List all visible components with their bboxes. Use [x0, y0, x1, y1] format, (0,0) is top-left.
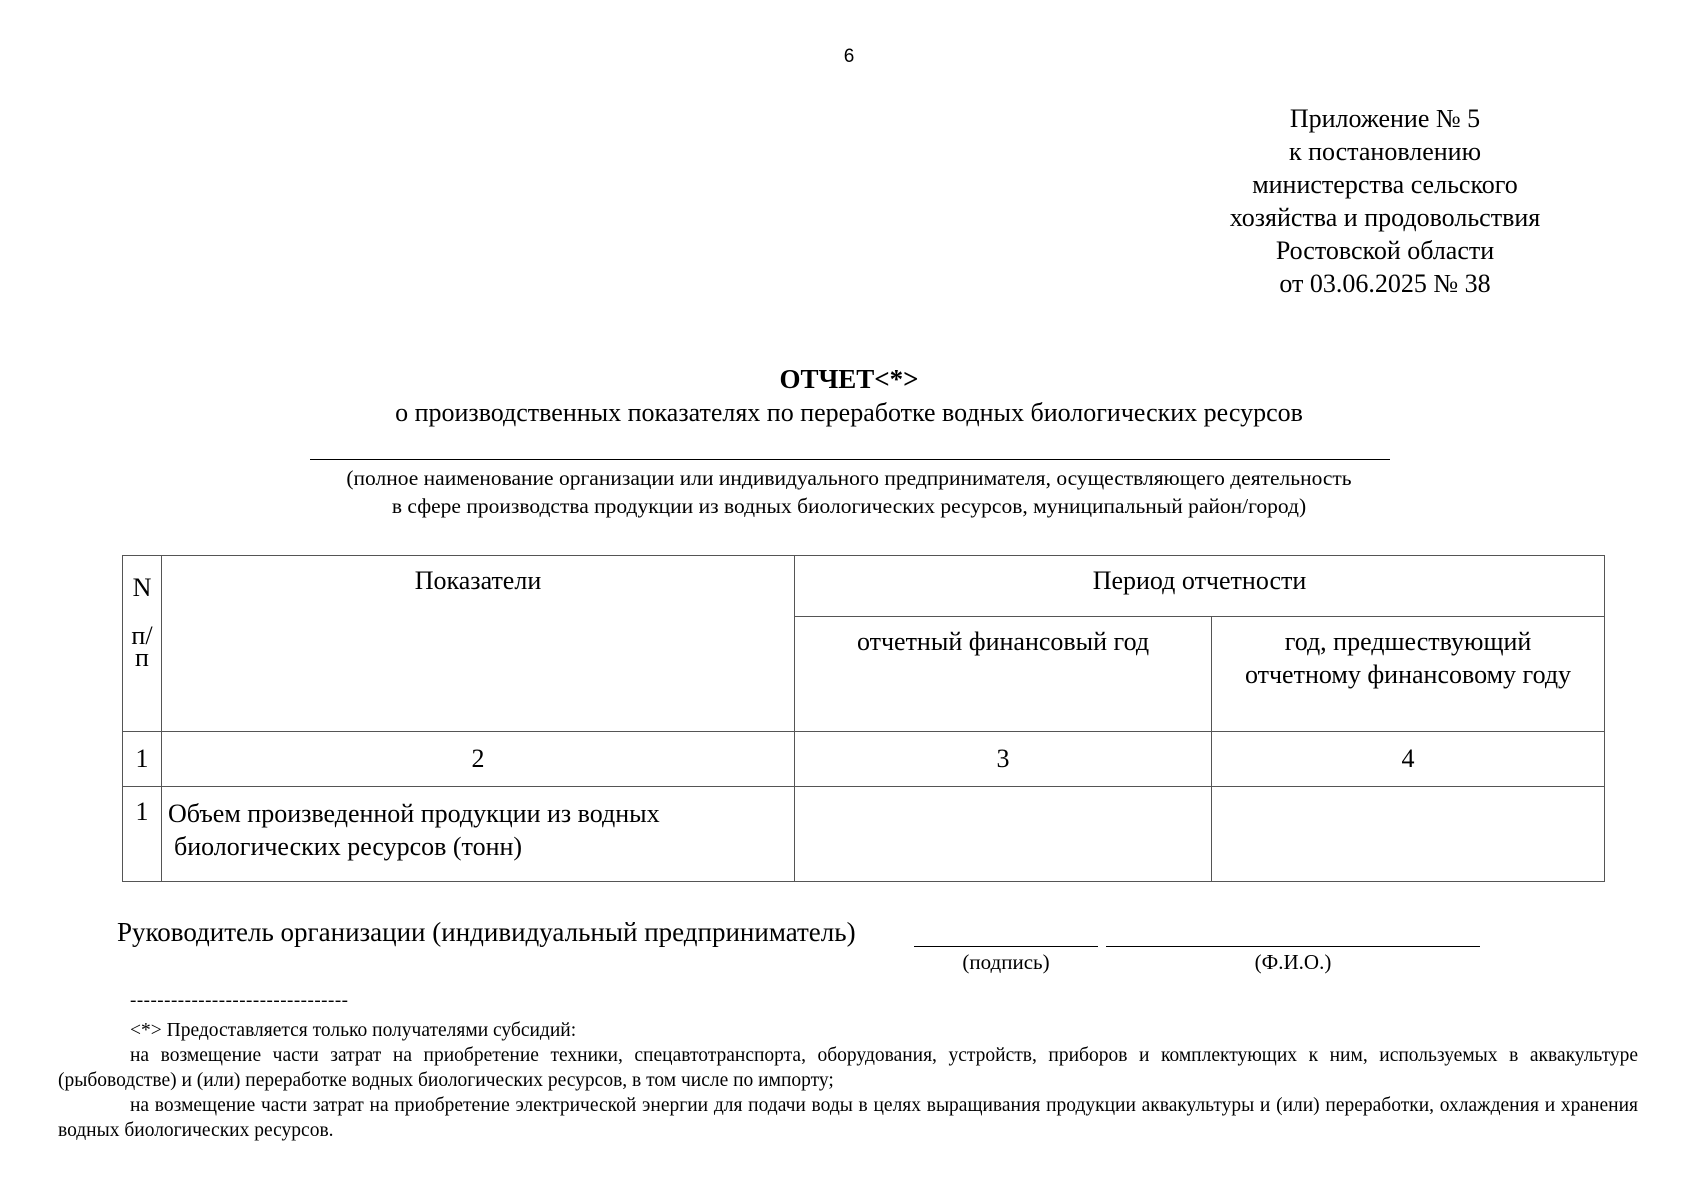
header-period: Период отчетности [795, 556, 1605, 617]
signature-label: Руководитель организации (индивидуальный предприниматель) [117, 917, 856, 947]
row-number: 1 [123, 787, 162, 882]
appendix-line: к постановлению [1288, 137, 1482, 166]
table-row [123, 787, 1605, 882]
appendix-line: министерства сельского [1252, 170, 1518, 199]
header-number-text: п [135, 643, 149, 672]
row-indicator-line: Объем произведенной продукции из водных [168, 799, 660, 828]
header-number-text: N [132, 573, 152, 602]
footnote-intro: <*> Предоставляется только получателями субсидий: [130, 1020, 577, 1041]
signature-line[interactable] [914, 946, 1098, 947]
header-number-text: п/ [131, 621, 153, 650]
header-number-cell [123, 556, 162, 732]
appendix-line: Приложение № 5 [1289, 104, 1481, 133]
report-title: ОТЧЕТ<*> [779, 364, 919, 394]
column-number: 4 [1212, 732, 1605, 787]
organization-caption-line: (полное наименование организации или индивидуального предпринимателя, осуществляющего деятельность [346, 466, 1352, 490]
appendix-line: от 03.06.2025 № 38 [1279, 269, 1491, 298]
appendix-block [1170, 102, 1600, 300]
full-name-line[interactable] [1106, 946, 1480, 947]
organization-name-line [310, 459, 1390, 460]
organization-caption-line: в сфере производства продукции из водных биологических ресурсов, муниципальный район/город) [391, 494, 1307, 518]
organization-caption [0, 464, 1698, 520]
row-indicator [162, 787, 795, 882]
header-indicators: Показатели [162, 556, 795, 732]
row-previous-year-value[interactable] [1212, 787, 1605, 882]
footnote-separator: -------------------------------- [130, 990, 349, 1011]
column-number: 2 [162, 732, 795, 787]
appendix-line: Ростовской области [1275, 236, 1495, 265]
header-previous-year-line: отчетному финансовому году [1244, 660, 1572, 689]
footnote [58, 1018, 1638, 1143]
footnote-item: на возмещение части затрат на приобретение техники, спецавтотранспорта, оборудования, устройств, приборов и комплектующих к ним, используемых в аквакультуре (рыбоводстве) и (или) переработке водных биологических ресурсов, в том числе по импорту; [58, 1045, 1638, 1091]
signature-caption: (подпись) [962, 950, 1050, 974]
column-number: 1 [123, 732, 162, 787]
full-name-caption: (Ф.И.О.) [1254, 950, 1332, 974]
row-indicator-line: биологических ресурсов (тонн) [174, 832, 523, 861]
header-reporting-year: отчетный финансовый год [795, 617, 1212, 732]
appendix-line: хозяйства и продовольствия [1229, 203, 1541, 232]
header-previous-year [1212, 617, 1605, 732]
page-number: 6 [843, 46, 855, 67]
column-number: 3 [795, 732, 1212, 787]
row-reporting-year-value[interactable] [795, 787, 1212, 882]
report-subtitle: о производственных показателях по переработке водных биологических ресурсов [395, 398, 1303, 427]
report-table [122, 555, 1605, 882]
footnote-item: на возмещение части затрат на приобретение электрической энергии для подачи воды в целях выращивания продукции аквакультуры и (или) переработки, охлаждения и хранения водных биологических ресурсов. [58, 1095, 1638, 1141]
header-previous-year-line: год, предшествующий [1284, 627, 1532, 656]
